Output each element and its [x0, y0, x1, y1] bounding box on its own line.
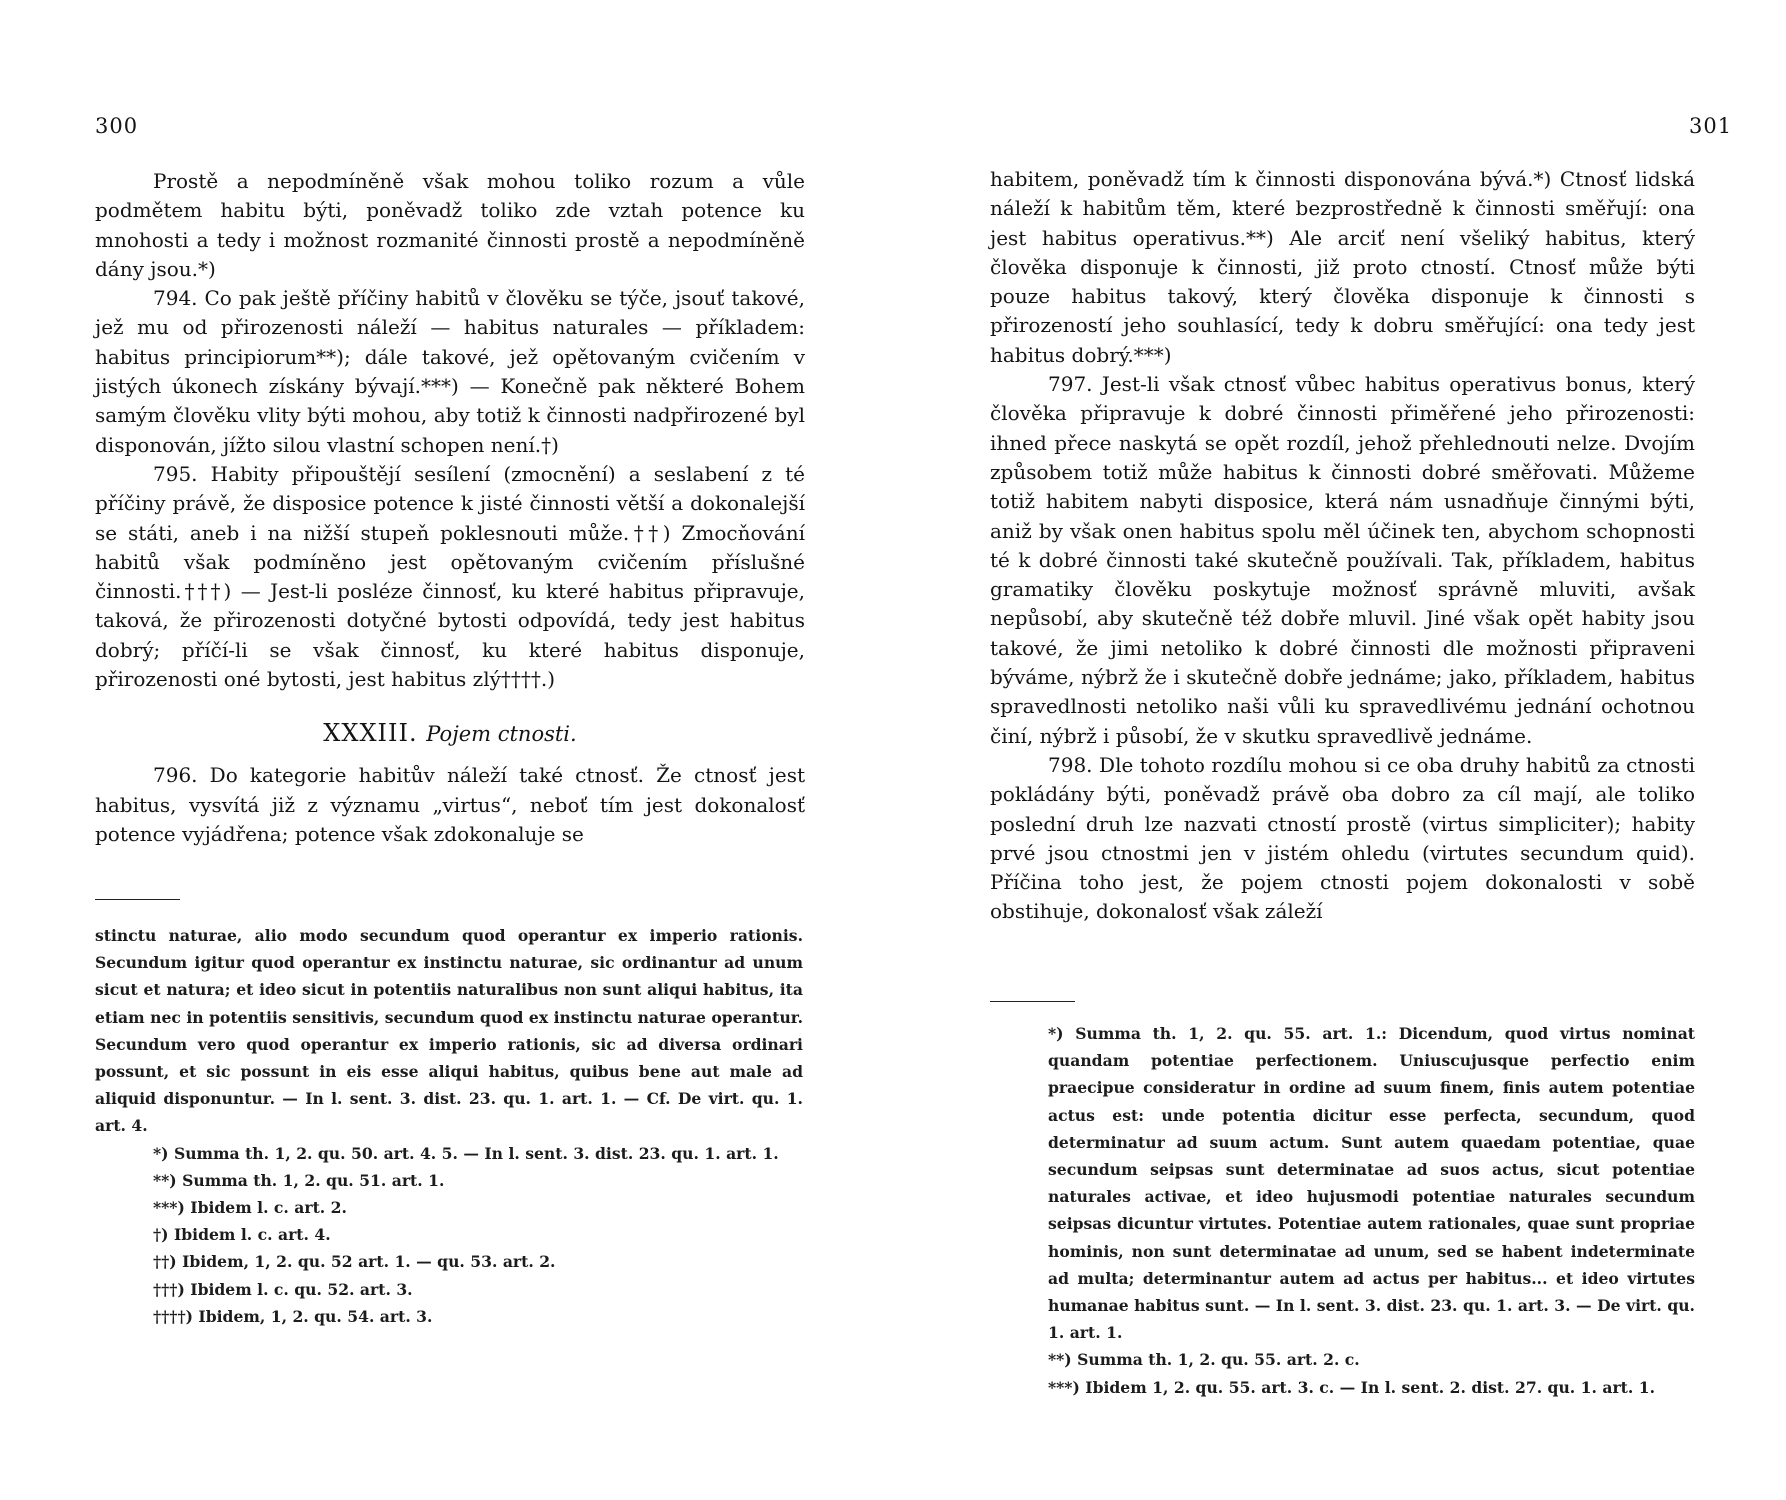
- footnote: **) Summa th. 1, 2. qu. 55. art. 2. c.: [1048, 1350, 1360, 1370]
- right-page: [893, 0, 1786, 1500]
- chapter-numeral: XXXIII.: [323, 719, 418, 748]
- paragraph: 794. Co pak ještě příčiny habitů v člověku se týče, jsouť takové, jež mu od přirozenosti náleží — habitus naturales — příkladem: habitus principiorum**); dále takové, jež opětovaným cvičením v jistých úkonech získány bývají.***) — Konečně pak některé Bohem samým člověku vlity býti mohou, aby totiž k činnosti nadpřirozené byl disponován, jížto silou vlastní schopen není.†): [95, 286, 805, 457]
- paragraph: habitem, poněvadž tím k činnosti disponována bývá.*) Ctnosť lidská náleží k habitům těm, které bezprostředně k činnosti směřují: ona jest habitus operativus.**) Ale arciť není všeliký habitus, který člověka disponuje k činnosti, již proto ctností. Ctnosť může býti pouze habitus takový, který člověka disponuje k činnosti s přirozeností jeho souhlasící, tedy k dobru směřující: ona tedy jest habitus dobrý.***): [990, 167, 1695, 367]
- main-text: [95, 167, 805, 849]
- footnote: †) Ibidem l. c. art. 4.: [153, 1225, 331, 1245]
- paragraph: 795. Habity připouštějí sesílení (zmocnění) a seslabení z té příčiny právě, že disposice potence k jisté činnosti větší a dokonalejší se státi, aneb i na nižší stupeň poklesnouti může.††) Zmocňování habitů však podmíněno jest opětovaným cvičením příslušné činnosti.†††) — Jest-li posléze činnosť, ku které habitus připravuje, taková, že přirozenosti dotyčné bytosti odpovídá, tedy jest habitus dobrý; příčí-li se však činnosť, ku které habitus disponuje, přirozenosti oné bytosti, jest habitus zlý††††.): [95, 461, 805, 692]
- footnote: *) Summa th. 1, 2. qu. 55. art. 1.: Dicendum, quod virtus nominat quandam potentiae perfectionem. Uniuscujusque perfectio enim praecipue consideratur in ordine ad suum finem, finis autem potentiae actus est: unde potentia dicitur esse perfecta, secundum, quod determinatur ad suum actum. Sunt autem quaedam potentiae, quae secundum seipsas sunt determinatae ad suos actus, sicut potentiae naturales activae, et ideo hujusmodi potentiae naturales secundum seipsas dicuntur virtutes. Potentiae autem rationales, quae sunt propriae hominis, non sunt determinatae ad unum, sed se habent indeterminate ad multa; determinantur autem ad actus per habitus... et ideo virtutes humanae habitus sunt. — In l. sent. 3. dist. 23. qu. 1. art. 3. — De virt. qu. 1. art. 1.: [1048, 1024, 1695, 1343]
- chapter-heading: [95, 718, 805, 749]
- footnotes: [95, 922, 803, 1330]
- footnote-rule: [95, 899, 180, 900]
- footnote: *) Summa th. 1, 2. qu. 50. art. 4. 5. — In l. sent. 3. dist. 23. qu. 1. art. 1.: [153, 1143, 779, 1163]
- paragraph: 796. Do kategorie habitův náleží také ctnosť. Že ctnosť jest habitus, vysvítá již z významu „virtus“, neboť tím jest dokonalosť potence vyjádřena; potence však zdokonaluje se: [95, 763, 805, 846]
- footnote: †††) Ibidem l. c. qu. 52. art. 3.: [153, 1279, 413, 1299]
- footnote: ††) Ibidem, 1, 2. qu. 52 art. 1. — qu. 53. art. 2.: [153, 1252, 556, 1272]
- chapter-title: Pojem ctnosti.: [426, 722, 577, 747]
- footnote: ***) Ibidem 1, 2. qu. 55. art. 3. c. — In l. sent. 2. dist. 27. qu. 1. art. 1.: [1048, 1377, 1656, 1397]
- main-text: [990, 165, 1695, 927]
- footnote: ††††) Ibidem, 1, 2. qu. 54. art. 3.: [153, 1306, 433, 1326]
- paragraph: 797. Jest-li však ctnosť vůbec habitus operativus bonus, který člověka připravuje k dobré činnosti přiměřené jeho přirozenosti: ihned přece naskytá se opět rozdíl, jehož přehlednouti nelze. Dvojím způsobem totiž může habitus k činnosti dobré směřovati. Můžeme totiž habitem nabyti disposice, která nám usnadňuje činnými býti, aniž by však onen habitus spolu měl účinek ten, abychom schopnosti té k dobré činnosti také skutečně používali. Tak, příkladem, habitus gramatiky člověku poskytuje možnosť správně mluviti, avšak nepůsobí, aby skutečně též dobře mluvil. Jiné však opět habity jsou takové, že jimi netoliko k dobré činnosti dle možnosti připraveni býváme, nýbrž že i skutečně dobře jednáme; jako, příkladem, habitus spravedlnosti netoliko naši vůli ku spravedlivému jednání ochotnou činí, nýbrž i působí, že v skutku spravedlivě jednáme.: [990, 372, 1695, 748]
- footnote-rule: [990, 1001, 1075, 1002]
- footnotes: [990, 1020, 1695, 1401]
- footnote: ***) Ibidem l. c. art. 2.: [153, 1198, 347, 1218]
- paragraph: 798. Dle tohoto rozdílu mohou si ce oba druhy habitů za ctnosti pokládány býti, poněvadž právě oba dobro za cíl mají, ale toliko poslední druh lze nazvati ctností prostě (virtus simpliciter); habity prvé jsou ctnostmi jen v jistém ohledu (virtutes secundum quid). Příčina toho jest, že pojem ctnosti pojem dokonalosti v sobě obstihuje, dokonalosť však záleží: [990, 752, 1695, 924]
- footnote-continued: stinctu naturae, alio modo secundum quod operantur ex imperio rationis. Secundum igitur quod operantur ex instinctu naturae, sic ordinantur ad unum sicut et natura; et ideo sicut in potentiis naturalibus non sunt aliqui habitus, ita etiam nec in potentiis sensitivis, secundum quod ex instinctu naturae operantur. Secundum vero quod operantur ex imperio rationis, sic ad diversa ordinari possunt, et sic possunt in eis esse aliqui habitus, quibus bene aut male ad aliquid disponuntur. — In l. sent. 3. dist. 23. qu. 1. art. 1. — Cf. De virt. qu. 1. art. 4.: [95, 926, 803, 1136]
- paragraph: Prostě a nepodmíněně však mohou toliko rozum a vůle podmětem habitu býti, poněvadž toliko zde vztah potence ku mnohosti a tedy i možnost rozmanité činnosti prostě a nepodmíněně dány jsou.*): [95, 169, 805, 281]
- page-number: 300: [95, 114, 139, 138]
- page-number: 301: [1689, 114, 1733, 138]
- footnote: **) Summa th. 1, 2. qu. 51. art. 1.: [153, 1170, 445, 1190]
